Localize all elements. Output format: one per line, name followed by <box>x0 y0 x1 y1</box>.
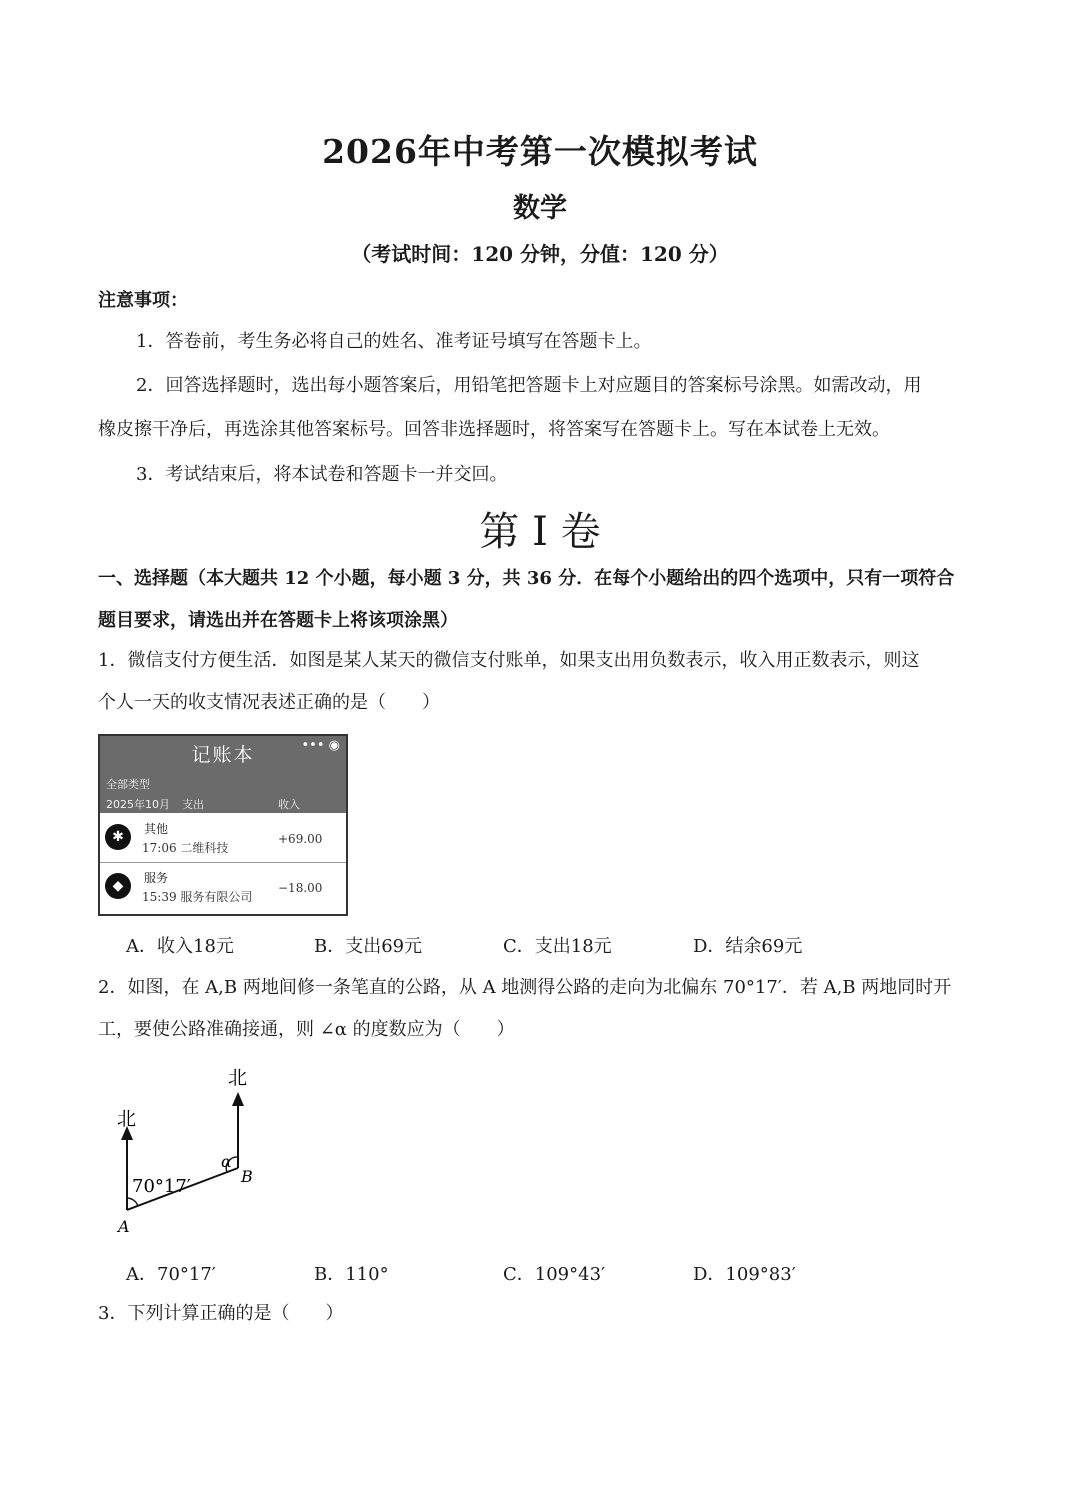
widget-header <box>100 736 346 813</box>
q2-line-1: 2．如图，在 A,B 两地间修一条笔直的公路，从 A 地测得公路的走向为北偏东 70°17′．若 A,B 两地同时开 <box>98 977 952 998</box>
item-subtitle: 15:39 服务有限公司 <box>142 890 253 904</box>
list-item <box>100 863 346 911</box>
point-a-label: A <box>118 1217 130 1236</box>
q1-line-2: 个人一天的收支情况表述正确的是（ ） <box>98 692 440 713</box>
item-name: 其他 <box>144 822 169 836</box>
widget-expense-label: 支出 <box>182 798 204 811</box>
volume-title: 第 I 卷 <box>479 509 601 555</box>
widget-title: 记账本 <box>191 744 255 766</box>
q2-option-b: B．110° <box>314 1264 389 1285</box>
service-category-icon: ◆ <box>105 873 131 899</box>
q1-option-a: A．收入18元 <box>126 936 234 957</box>
angle-label: 70°17′ <box>132 1176 191 1197</box>
bookkeeping-figure <box>98 734 348 916</box>
q1-option-d: D．结余69元 <box>693 936 803 957</box>
exam-subject: 数学 <box>513 193 567 224</box>
exam-meta: （考试时间：120 分钟，分值：120 分） <box>351 242 729 266</box>
item-amount: −18.00 <box>278 881 323 895</box>
item-subtitle: 17:06 二维科技 <box>142 841 229 855</box>
q2-option-d: D．109°83′ <box>693 1264 796 1285</box>
q1-option-b: B．支出69元 <box>314 936 423 957</box>
alpha-label: α <box>221 1152 232 1171</box>
q2-option-a: A．70°17′ <box>126 1264 216 1285</box>
angle-arc-a <box>127 1198 138 1206</box>
more-options-icon: ••• ◉ <box>301 738 340 753</box>
notice-line-4: 3．考试结束后，将本试卷和答题卡一并交回。 <box>136 464 508 485</box>
north-arrow-b-icon <box>232 1092 244 1106</box>
widget-month: 2025年10月 <box>106 798 170 811</box>
list-item <box>100 814 346 863</box>
notice-heading: 注意事项： <box>98 290 188 311</box>
north-label-a: 北 <box>117 1108 137 1130</box>
notice-line-2: 2．回答选择题时，选出每小题答案后，用铅笔把答题卡上对应题目的答案标号涂黑。如需改动，用 <box>136 375 922 396</box>
north-label-b: 北 <box>228 1067 248 1089</box>
notice-line-3: 橡皮擦干净后，再选涂其他答案标号。回答非选择题时，将答案写在答题卡上。写在本试卷上无效。 <box>98 419 890 440</box>
q1-option-c: C．支出18元 <box>503 936 612 957</box>
q1-line-1: 1．微信支付方便生活．如图是某人某天的微信支付账单，如果支出用负数表示，收入用正数表示，则这 <box>98 650 920 671</box>
widget-filter: 全部类型 <box>106 778 150 791</box>
item-amount: +69.00 <box>278 832 323 846</box>
section-heading-line-2: 题目要求，请选出并在答题卡上将该项涂黑） <box>98 610 458 631</box>
q3-line-1: 3．下列计算正确的是（ ） <box>98 1303 344 1324</box>
q2-option-c: C．109°43′ <box>503 1264 606 1285</box>
notice-line-1: 1．答卷前，考生务必将自己的姓名、准考证号填写在答题卡上。 <box>136 331 652 352</box>
item-name: 服务 <box>144 871 169 885</box>
exam-title: 2026年中考第一次模拟考试 <box>322 132 758 171</box>
point-b-label: B <box>241 1167 253 1186</box>
q2-line-2: 工，要使公路准确接通，则 ∠α 的度数应为（ ） <box>98 1019 515 1040</box>
other-category-icon: ✱ <box>105 824 131 850</box>
bearing-figure <box>100 1060 300 1240</box>
section-heading-line-1: 一、选择题（本大题共 12 个小题，每小题 3 分，共 36 分．在每个小题给出的四个选项中，只有一项符合 <box>98 568 955 589</box>
widget-income-label: 收入 <box>278 798 300 811</box>
